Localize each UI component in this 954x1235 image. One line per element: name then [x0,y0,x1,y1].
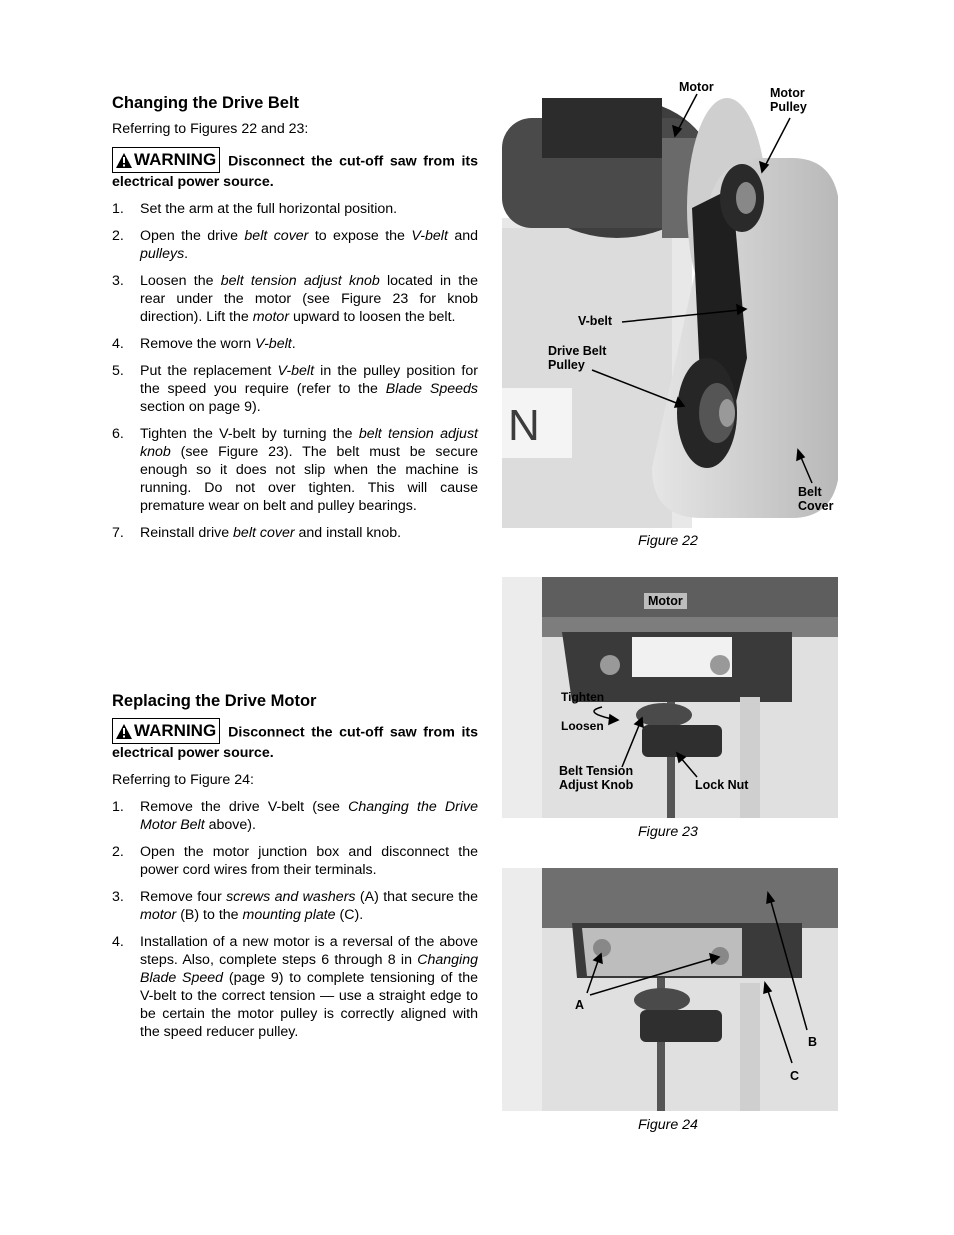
label-v-belt: V-belt [578,314,613,328]
step-number: 5. [112,363,124,379]
step-text: Loosen the [140,273,221,289]
caption-figure-23: Figure 23 [638,824,698,840]
step-number: 3. [112,889,124,905]
step-text: Tighten the V-belt by turning the [140,426,359,442]
label-drive-belt-pulley: Drive Belt Pulley [548,344,607,372]
section-heading-drive-belt: Changing the Drive Belt [112,94,300,112]
list-item [112,200,478,218]
label-b: B [808,1035,818,1049]
step-text: belt cover [233,525,295,541]
step-text: belt tension adjust knob [220,273,380,289]
step-text: V-belt [277,363,315,379]
step-text: Reinstall drive [140,525,234,541]
list-item [112,843,478,879]
step-text: and [447,228,478,244]
warning-text: Disconnect the cut-off saw from its electrical power source. [112,724,478,761]
warning-badge [112,718,220,744]
brand-logo-fragment: N [502,400,546,452]
warning-badge-label: WARNING [134,150,217,169]
step-text: belt cover [244,228,309,244]
step-text: upward to loosen the belt. [289,309,456,325]
warning-triangle-icon [116,153,132,168]
warning-badge-label: WARNING [134,721,217,740]
label-c: C [790,1069,800,1083]
label-tighten: Tighten [561,690,605,704]
step-text: in the pulley position for the speed you require (refer to the [140,363,478,397]
section-heading-drive-motor: Replacing the Drive Motor [112,692,317,710]
step-number: 2. [112,844,124,860]
warning-triangle-icon [116,724,132,739]
figure-22-callouts [502,78,862,528]
step-text: V-belt [255,336,292,352]
intro-drive-belt: Referring to Figures 22 and 23: [112,121,309,137]
step-text: Open the drive [140,228,245,244]
step-text: (C). [335,907,364,923]
figure-23-callouts [502,577,838,818]
list-item [112,933,478,1041]
step-text: section on page 9). [140,399,261,415]
step-text: pulleys [140,246,185,262]
step-text: above). [204,817,256,833]
step-text: motor [252,309,290,325]
step-number: 7. [112,525,124,541]
step-number: 3. [112,273,124,289]
step-number: 4. [112,934,124,950]
step-text: (B) to the [176,907,243,923]
step-text: motor [140,907,177,923]
text-column [112,94,478,1050]
figure-24-callouts [502,868,838,1111]
step-text: Blade Speeds [385,381,478,397]
warning-badge [112,147,220,173]
list-item [112,227,478,263]
label-motor-pulley: Motor Pulley [770,86,807,114]
step-text: Set the arm at the full horizontal position. [140,201,398,217]
step-text: Open the motor junction box and disconnect the power cord wires from their terminals. [140,844,478,878]
step-text: (A) that secure the [355,889,478,905]
label-belt-tension-adjust-knob: Belt Tension Adjust Knob [559,764,634,792]
step-text: Changing Blade Speed [140,952,478,986]
step-text: Changing the Drive Motor Belt [140,799,479,833]
step-text: and install knob. [294,525,402,541]
step-text: to expose the [308,228,412,244]
label-loosen: Loosen [561,719,604,733]
steps-list-drive-motor [112,798,478,1041]
list-item [112,524,478,542]
step-text: belt tension adjust knob [140,426,478,460]
label-motor: Motor [679,80,714,94]
step-number: 6. [112,426,124,442]
label-lock-nut: Lock Nut [695,778,749,792]
step-text: located in the rear under the motor (see Figure 23 for knob direction). Lift the [140,273,478,325]
caption-figure-24: Figure 24 [638,1117,698,1133]
step-text: (see Figure 23). The belt must be secure enough so it does not slip when the machine is running. Do not over tighten. This will cause premature wear on belt and pulley bearings. [140,444,478,514]
warning-drive-motor [112,718,478,762]
list-item [112,798,478,834]
step-text: Put the replacement [140,363,278,379]
step-text: Remove the drive V-belt (see [140,799,349,815]
step-text: screws and washers [226,889,356,905]
steps-list-drive-belt [112,200,478,542]
caption-figure-22: Figure 22 [638,533,698,549]
label-a: A [575,998,585,1012]
step-number: 1. [112,799,124,815]
step-text: . [184,246,189,262]
list-item [112,335,478,353]
label-motor: Motor [644,593,687,609]
step-text: V-belt [411,228,448,244]
label-belt-cover: Belt Cover [798,485,834,513]
step-text: Installation of a new motor is a reversal of the above steps. Also, complete steps 6 through 8 in [140,934,478,968]
step-text: Remove the worn [140,336,256,352]
step-number: 4. [112,336,124,352]
step-number: 2. [112,228,124,244]
list-item [112,425,478,515]
step-number: 1. [112,201,124,217]
list-item [112,362,478,416]
warning-drive-belt [112,147,478,191]
step-text: mounting plate [242,907,336,923]
warning-text: Disconnect the cut-off saw from its electrical power source. [112,153,478,190]
step-text: . [291,336,296,352]
list-item [112,888,478,924]
list-item [112,272,478,326]
step-text: Remove four [140,889,227,905]
intro-drive-motor: Referring to Figure 24: [112,772,254,788]
step-text: (page 9) to complete tensioning of the V-belt to the correct tension — use a straight edge to be certain the motor pulley is correctly aligned with the speed reducer pulley. [140,970,478,1040]
